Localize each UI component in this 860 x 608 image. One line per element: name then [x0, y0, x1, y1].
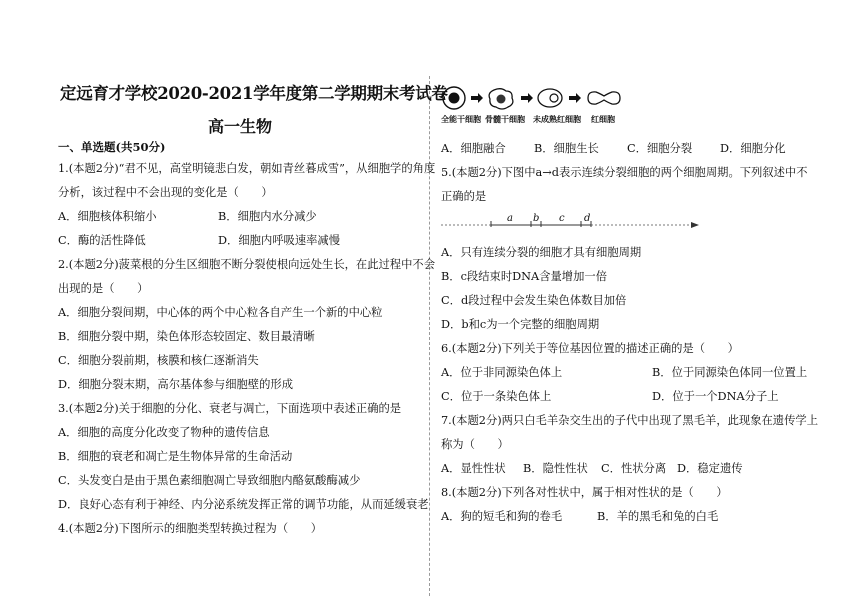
exam-subtitle: 高一生物 [207, 117, 272, 136]
q6-option-a: A．位于非同源染色体上 [441, 366, 563, 379]
q7-stem-line1: 7.(本题2分)两只白毛羊杂交生出的子代中出现了黑毛羊，此现象在遗传学上 [441, 414, 818, 427]
q1-options-cd [58, 234, 340, 248]
q7-option-d: D．稳定遗传 [677, 462, 743, 475]
q7-options [441, 462, 743, 476]
q1-option-d: D．细胞内呼吸速率减慢 [218, 234, 341, 247]
q2-stem-line1: 2.(本题2分)菠菜根的分生区细胞不断分裂使根向远处生长，在此过程中不会 [58, 258, 435, 271]
q5-option-a: A．只有连续分裂的细胞才具有细胞周期 [441, 246, 642, 259]
q2-option-d: D．细胞分裂末期，高尔基体参与细胞壁的形成 [58, 378, 293, 391]
q4-option-a: A．细胞融合 [441, 142, 506, 155]
arrow-icon [569, 93, 581, 103]
segment-label-c: c [559, 213, 565, 224]
q3-option-d: D．良好心态有利于神经、内分泌系统发挥正常的调节功能，从而延缓衰老 [58, 498, 429, 511]
cell-differentiation-figure [441, 86, 651, 126]
caption-bone-marrow: 骨髓干细胞 [485, 114, 525, 124]
q1-option-c: C．酶的活性降低 [58, 234, 146, 247]
q1-option-b: B．细胞内水分减少 [218, 210, 317, 223]
q6-options-ab [441, 366, 807, 380]
q5-option-b: B．c段结束时DNA含量增加一倍 [441, 270, 607, 283]
red-blood-cell-icon [588, 92, 620, 104]
cell-figure-drawing [441, 86, 651, 114]
q1-stem-line2: 分析，该过程中不会出现的变化是（ ） [58, 186, 273, 199]
q7-option-b: B．隐性性状 [523, 462, 588, 475]
q6-option-b: B．位于同源染色体同一位置上 [652, 366, 808, 379]
q6-option-c: C．位于一条染色体上 [441, 390, 552, 403]
q7-stem-line2: 称为（ ） [441, 438, 509, 451]
q5-option-c: C．d段过程中会发生染色体数目加倍 [441, 294, 627, 307]
q2-option-c: C．细胞分裂前期，核膜和核仁逐渐消失 [58, 354, 259, 367]
q1-options-ab [58, 210, 317, 224]
caption-red-cell: 红细胞 [591, 114, 615, 124]
q4-stem: 4.(本题2分)下图所示的细胞类型转换过程为（ ） [58, 522, 323, 535]
q8-option-a: A．狗的短毛和狗的卷毛 [441, 510, 563, 523]
caption-immature-red: 未成熟红细胞 [533, 114, 581, 124]
q6-options-cd [441, 390, 779, 404]
q3-stem: 3.(本题2分)关于细胞的分化、衰老与凋亡，下面选项中表述正确的是 [58, 402, 402, 415]
q5-stem-line2: 正确的是 [441, 190, 487, 203]
totipotent-stem-cell-icon [443, 87, 465, 109]
q8-options-ab [441, 510, 718, 524]
segment-label-b: b [533, 213, 540, 224]
q2-option-a: A．细胞分裂间期，中心体的两个中心粒各自产生一个新的中心粒 [58, 306, 383, 319]
q4-option-d: D．细胞分化 [720, 142, 786, 155]
section-heading: 一、单选题(共50分) [58, 140, 166, 154]
segment-label-d: d [584, 213, 591, 224]
q4-option-b: B．细胞生长 [534, 142, 599, 155]
bone-marrow-stem-cell-icon [489, 89, 513, 109]
q8-option-b: B．羊的黑毛和兔的白毛 [597, 510, 719, 523]
q5-option-d: D．b和c为一个完整的细胞周期 [441, 318, 600, 331]
exam-title: 定远育才学校2020-2021学年度第二学期期末考试卷 [60, 84, 448, 103]
segment-label-a: a [507, 213, 513, 224]
q1-option-a: A．细胞核体积缩小 [58, 210, 157, 223]
q4-options [441, 142, 786, 156]
arrow-head-icon [691, 222, 699, 228]
segment-line-drawing [441, 213, 701, 229]
q7-option-c: C．性状分离 [601, 462, 667, 475]
q6-option-d: D．位于一个DNA分子上 [652, 390, 779, 403]
q2-option-b: B．细胞分裂中期，染色体形态较固定、数目最清晰 [58, 330, 315, 343]
q4-option-c: C．细胞分裂 [627, 142, 693, 155]
arrow-icon [471, 93, 483, 103]
q7-option-a: A．显性性状 [441, 462, 506, 475]
q1-stem-line1: 1.(本题2分)“君不见，高堂明镜悲白发，朝如青丝暮成雪”，从细胞学的角度 [58, 162, 436, 175]
q5-stem-line1: 5.(本题2分)下图中a→d表示连续分裂细胞的两个细胞周期。下列叙述中不 [441, 166, 808, 179]
immature-red-cell-icon [538, 89, 562, 107]
cell-cycle-segment-figure [441, 213, 701, 229]
column-divider [429, 76, 430, 596]
q3-option-c: C．头发变白是由于黑色素细胞凋亡导致细胞内酪氨酸酶减少 [58, 474, 361, 487]
q3-option-a: A．细胞的高度分化改变了物种的遗传信息 [58, 426, 270, 439]
caption-totipotent: 全能干细胞 [441, 114, 481, 124]
arrow-icon [521, 93, 533, 103]
q8-stem: 8.(本题2分)下列各对性状中，属于相对性状的是（ ） [441, 486, 728, 499]
q6-stem: 6.(本题2分)下列关于等位基因位置的描述正确的是（ ） [441, 342, 739, 355]
q2-stem-line2: 出现的是（ ） [58, 282, 149, 295]
q3-option-b: B．细胞的衰老和凋亡是生物体异常的生命活动 [58, 450, 293, 463]
